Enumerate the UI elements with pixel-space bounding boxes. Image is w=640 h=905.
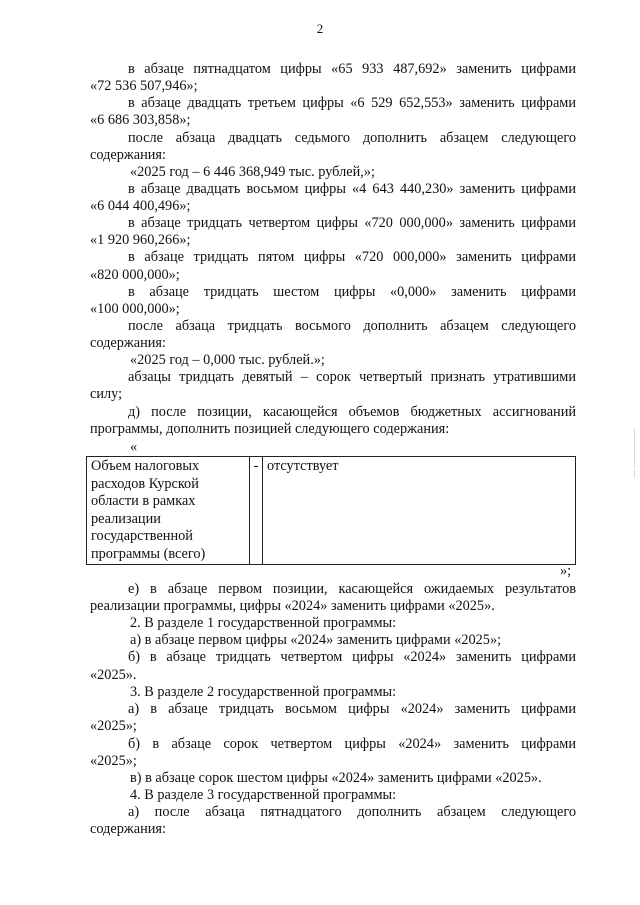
table-label-line: реализации (91, 510, 161, 527)
close-quote: »; (560, 563, 572, 579)
paragraph-line: «2025»; (90, 753, 137, 769)
page-number: 2 (316, 21, 324, 36)
paragraph-line: е) в абзаце первом позиции, касающейся ожидаемых результатов (128, 581, 576, 597)
paragraph-line: силу; (90, 386, 123, 402)
paragraph-line: содержания: (90, 335, 166, 351)
indicator-table (86, 456, 576, 565)
table-label-line: расходов Курской (91, 475, 199, 492)
paragraph-line: «6 686 303,858»; (90, 112, 191, 128)
paragraph-line: б) в абзаце тридцать четвертом цифры «2024» заменить цифрами (128, 649, 576, 665)
section-heading-line: 3. В разделе 2 государственной программы: (130, 684, 397, 700)
paragraph-line: б) в абзаце сорок четвертом цифры «2024» заменить цифрами (128, 736, 576, 752)
paragraph-line: в абзаце двадцать третьем цифры «6 529 652,553» заменить цифрами (128, 95, 576, 111)
paragraph-line: в абзаце тридцать пятом цифры «720 000,000» заменить цифрами (128, 249, 576, 265)
paragraph-line: «1 920 960,266»; (90, 232, 191, 248)
paragraph-line: программы, дополнить позицией следующего содержания: (90, 421, 450, 437)
paragraph-line: в абзаце двадцать восьмом цифры «4 643 440,230» заменить цифрами (128, 181, 576, 197)
table-label-cell (87, 457, 250, 565)
paragraph-line: в абзаце пятнадцатом цифры «65 933 487,692» заменить цифрами (128, 61, 576, 77)
paragraph-line: «2025». (90, 667, 137, 683)
table-value-cell: отсутствует (263, 457, 576, 565)
table-label-line: области в рамках (91, 493, 196, 509)
paragraph-line: в) в абзаце сорок шестом цифры «2024» заменить цифрами «2025». (130, 770, 542, 786)
section-heading-line: 4. В разделе 3 государственной программы: (130, 787, 397, 803)
paragraph-line: «72 536 507,946»; (90, 78, 198, 94)
paragraph-line: после абзаца тридцать восьмого дополнить абзацем следующего (128, 318, 576, 334)
paragraph-line: «2025»; (90, 718, 137, 734)
paragraph-line: реализации программы, цифры «2024» заменить цифрами «2025». (90, 598, 495, 614)
section-heading-line: 2. В разделе 1 государственной программы: (130, 615, 397, 631)
paragraph-line: д) после позиции, касающейся объемов бюджетных ассигнований (128, 404, 576, 420)
paragraph-line: «100 000,000»; (90, 301, 180, 317)
paragraph-line: «820 000,000»; (90, 267, 180, 283)
paragraph-line: а) после абзаца пятнадцатого дополнить абзацем следующего (128, 804, 576, 820)
paragraph-line: содержания: (90, 821, 166, 837)
paragraph-line: абзацы тридцать девятый – сорок четвертый признать утратившими (128, 369, 576, 385)
table-dash-cell: - (250, 457, 263, 565)
paragraph-line: «6 044 400,496»; (90, 198, 191, 214)
paragraph-line: а) в абзаце первом цифры «2024» заменить цифрами «2025»; (130, 632, 502, 648)
paragraph-line: а) в абзаце тридцать восьмом цифры «2024» заменить цифрами (128, 701, 576, 717)
table-label-line: государственной (91, 528, 193, 544)
quote-line: «2025 год – 0,000 тыс. рублей.»; (130, 352, 325, 368)
paragraph-line: после абзаца двадцать седьмого дополнить абзацем следующего (128, 130, 576, 146)
scan-edge-mark (634, 428, 635, 468)
scan-edge-mark (634, 470, 635, 478)
quote-line: «2025 год – 6 446 368,949 тыс. рублей,»; (130, 164, 375, 180)
paragraph-line: в абзаце тридцать четвертом цифры «720 000,000» заменить цифрами (128, 215, 576, 231)
paragraph-line: в абзаце тридцать шестом цифры «0,000» заменить цифрами (128, 284, 576, 300)
table-label-line: программы (всего) (91, 545, 206, 562)
table-label-line: Объем налоговых (91, 458, 200, 474)
paragraph-line: содержания: (90, 147, 166, 163)
open-quote: « (130, 439, 138, 455)
